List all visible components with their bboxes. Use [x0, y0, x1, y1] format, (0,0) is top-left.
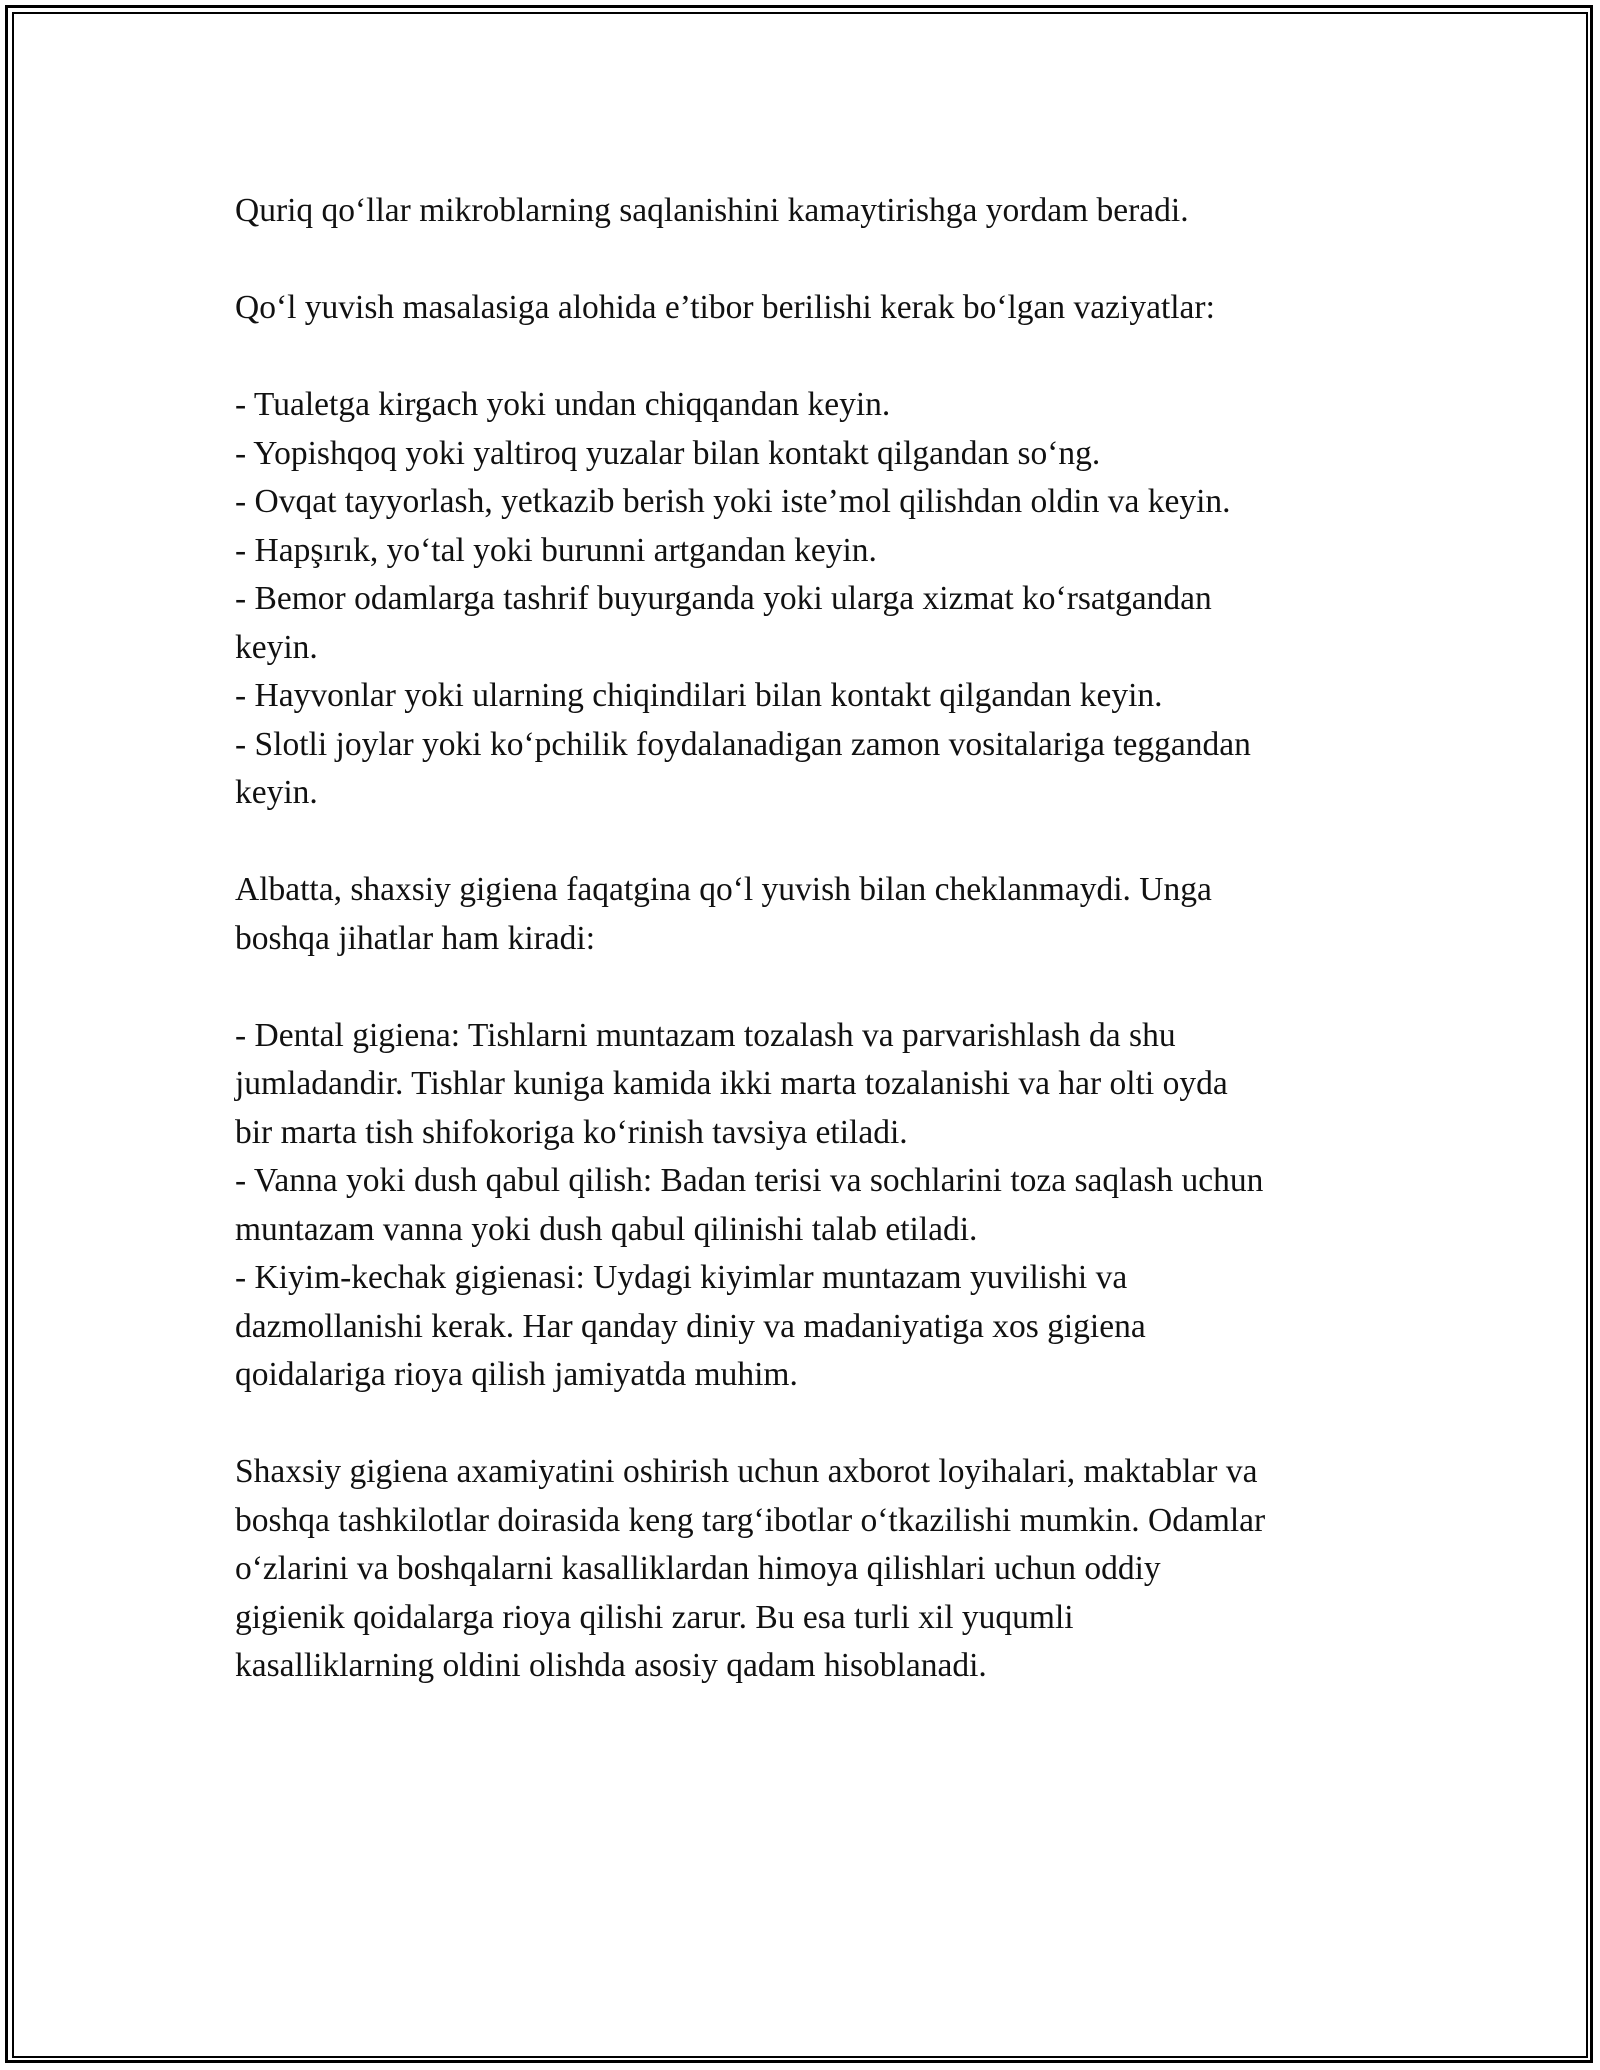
text-line: gigienik qoidalarga rioya qilishi zarur. Bu esa turli xil yuqumli [235, 1598, 1074, 1636]
text-line: jumladandir. Tishlar kuniga kamida ikki marta tozalanishi va har olti oyda [235, 1065, 1228, 1102]
text-line: - Bemor odamlarga tashrif buyurganda yoki ularga xizmat ko‘rsatgandan [235, 580, 1212, 617]
paragraph [235, 1012, 1395, 1400]
text-line: - Hayvonlar yoki ularning chiqindilari bilan kontakt qilgandan keyin. [235, 677, 1163, 714]
text-line: qoidalariga rioya qilish jamiyatda muhim. [235, 1356, 798, 1393]
text-line: - Dental gigiena: Tishlarni muntazam tozalash va parvarishlash da shu [235, 1016, 1176, 1054]
text-line: keyin. [235, 774, 318, 811]
text-line: dazmollanishi kerak. Har qanday diniy va madaniyatiga xos gigiena [235, 1307, 1146, 1345]
paragraph [235, 187, 1395, 236]
paragraph [235, 1448, 1395, 1691]
text-line: Quriq qo‘llar mikroblarning saqlanishini kamaytirishga yordam beradi. [235, 192, 1189, 229]
text-line: kasalliklarning oldini olishda asosiy qadam hisoblanadi. [235, 1647, 987, 1684]
paragraph [235, 284, 1395, 333]
document-body [235, 187, 1395, 1739]
text-line: keyin. [235, 628, 318, 666]
text-line: muntazam vanna yoki dush qabul qilinishi talab etiladi. [235, 1210, 978, 1248]
paragraph [235, 866, 1395, 963]
text-line: - Tualetga kirgach yoki undan chiqqandan keyin. [235, 386, 891, 423]
text-line: - Kiyim-kechak gigienasi: Uydagi kiyimlar muntazam yuvilishi va [235, 1259, 1128, 1296]
text-line: Albatta, shaxsiy gigiena faqatgina qo‘l yuvish bilan cheklanmaydi. Unga [235, 871, 1212, 908]
text-line: boshqa jihatlar ham kiradi: [235, 919, 596, 957]
text-line: - Ovqat tayyorlash, yetkazib berish yoki iste’mol qilishdan oldin va keyin. [235, 483, 1231, 520]
text-line: - Yopishqoq yoki yaltiroq yuzalar bilan kontakt qilgandan so‘ng. [235, 434, 1101, 472]
text-line: Shaxsiy gigiena axamiyatini oshirish uchun axborot loyihalari, maktablar va [235, 1453, 1258, 1490]
text-line: - Slotli joylar yoki ko‘pchilik foydalanadigan zamon vositalariga teggandan [235, 725, 1251, 763]
text-line: bir marta tish shifokoriga ko‘rinish tavsiya etiladi. [235, 1113, 908, 1151]
text-line: Qo‘l yuvish masalasiga alohida e’tibor berilishi kerak bo‘lgan vaziyatlar: [235, 289, 1215, 326]
text-line: - Hapşırık, yo‘tal yoki burunni artgandan keyin. [235, 531, 877, 569]
text-line: boshqa tashkilotlar doirasida keng targ‘ibotlar o‘tkazilishi mumkin. Odamlar [235, 1501, 1266, 1539]
text-line: o‘zlarini va boshqalarni kasalliklardan himoya qilishlari uchun oddiy [235, 1550, 1161, 1587]
text-line: - Vanna yoki dush qabul qilish: Badan terisi va sochlarini toza saqlash uchun [235, 1162, 1264, 1199]
paragraph [235, 381, 1395, 818]
